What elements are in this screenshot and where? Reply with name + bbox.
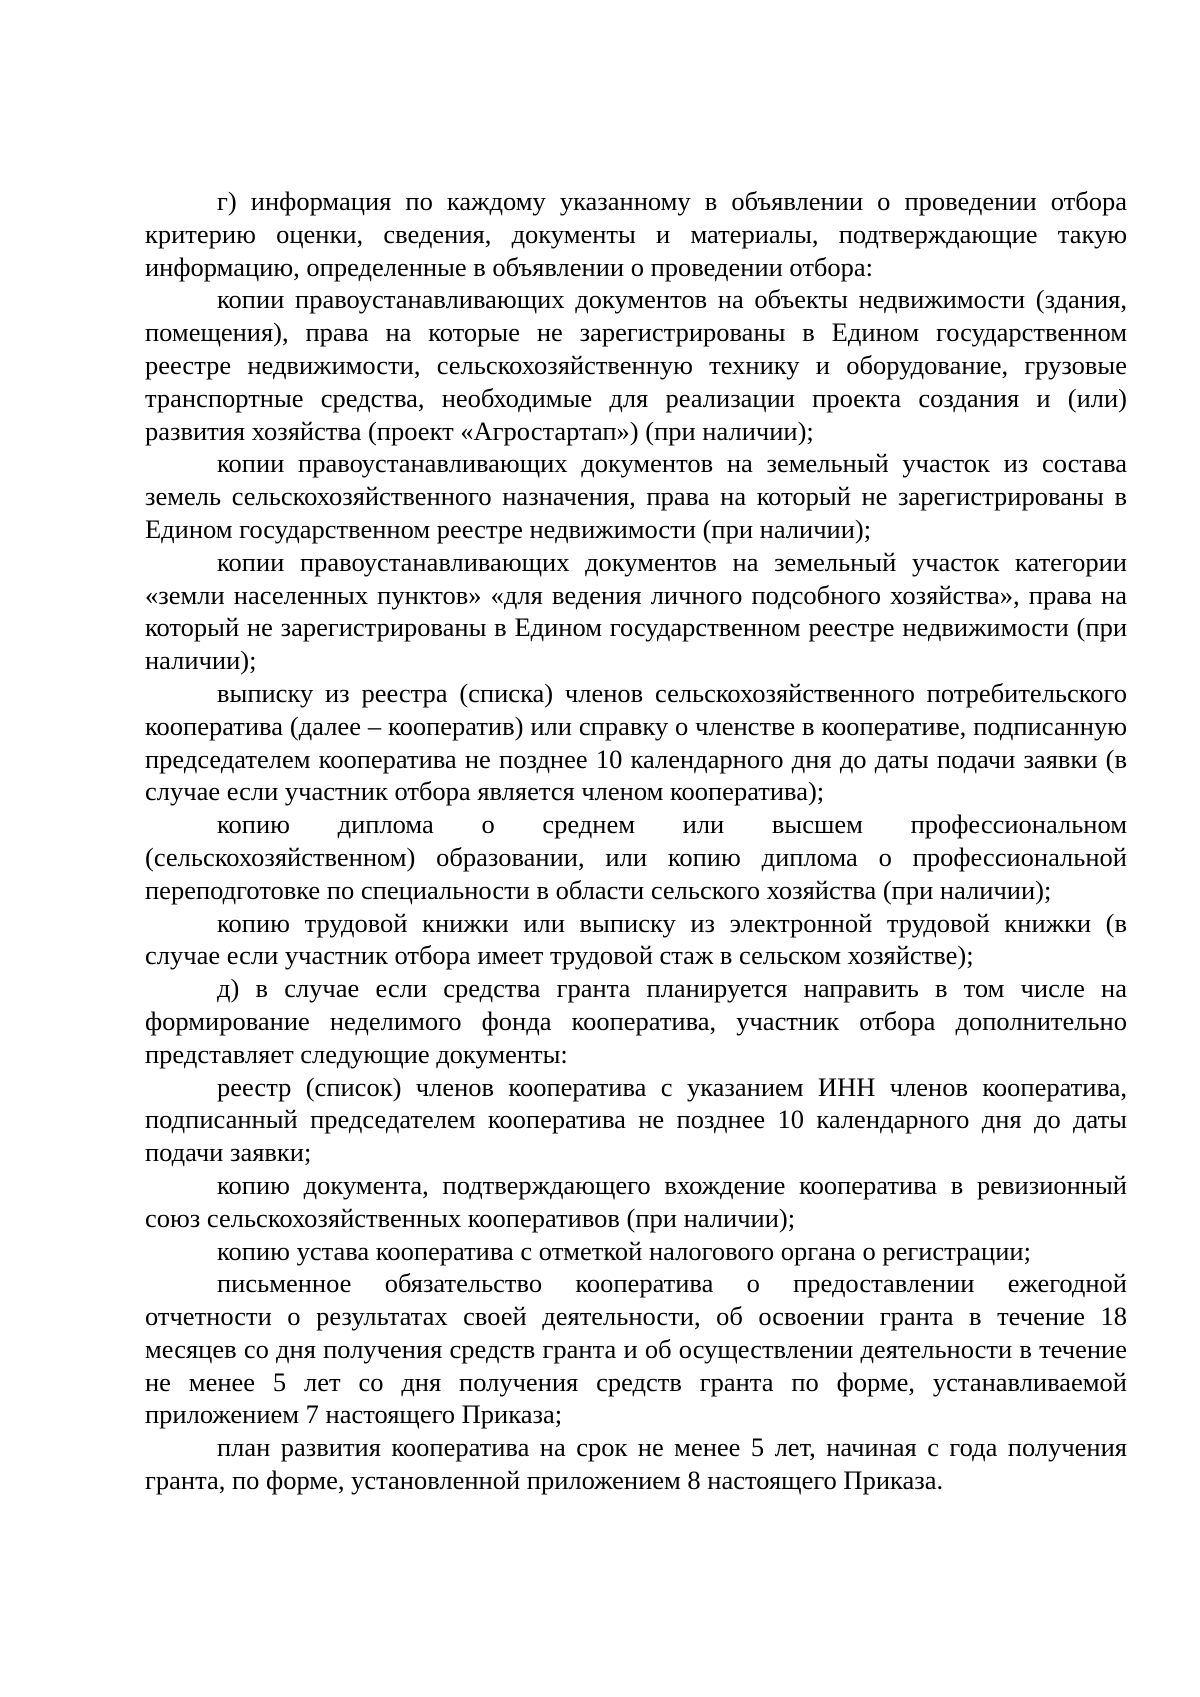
- paragraph-property-documents: копии правоустанавливающих документов на объекты недвижимости (здания, помещения), права на которые не зарегистрированы в Едином государственном реестре недвижимости, сельскохозяйственную технику и оборудование, грузовые транспортные средства, необходимые для реализации проекта создания и (или) развития хозяйства (проект «Агростартап») (при наличии);: [145, 284, 1127, 446]
- paragraph-agricultural-land: копии правоустанавливающих документов на земельный участок из состава земель сельскохозяйственного назначения, права на который не зарегистрированы в Едином государственном реестре недвижимости (при наличии);: [145, 448, 1127, 544]
- document-body: [145, 185, 1127, 1497]
- paragraph-cooperative-membership: выписку из реестра (списка) членов сельскохозяйственного потребительского кооператива (далее – кооператив) или справку о членстве в кооперативе, подписанную председателем кооператива не позднее 10 календарного дня до даты подачи заявки (в случае если участник отбора является членом кооператива);: [145, 677, 1127, 807]
- paragraph-audit-union: копию документа, подтверждающего вхождение кооператива в ревизионный союз сельскохозяйственных кооперативов (при наличии);: [145, 1169, 1127, 1233]
- paragraph-work-record: копию трудовой книжки или выписку из электронной трудовой книжки (в случае если участник отбора имеет трудовой стаж в сельском хозяйстве);: [145, 907, 1127, 971]
- paragraph-member-registry: реестр (список) членов кооператива с указанием ИНН членов кооператива, подписанный председателем кооператива не позднее 10 календарного дня до даты подачи заявки;: [145, 1071, 1127, 1168]
- paragraph-settlement-land: копии правоустанавливающих документов на земельный участок категории «земли населенных пунктов» «для ведения личного подсобного хозяйства», права на который не зарегистрированы в Едином государственном реестре недвижимости (при наличии);: [145, 546, 1127, 676]
- paragraph-development-plan: план развития кооператива на срок не менее 5 лет, начиная с года получения гранта, по форме, установленной приложением 8 настоящего Приказа.: [145, 1432, 1127, 1496]
- paragraph-indivisible-fund: д) в случае если средства гранта планируется направить в том числе на формирование неделимого фонда кооператива, участник отбора дополнительно представляет следующие документы:: [145, 973, 1127, 1069]
- paragraph-criteria-info: г) информация по каждому указанному в объявлении о проведении отбора критерию оценки, сведения, документы и материалы, подтверждающие такую информацию, определенные в объявлении о проведении отбора:: [145, 186, 1127, 282]
- paragraph-diploma: копию диплома о среднем или высшем профессиональном (сельскохозяйственном) образовании, или копию диплома о профессиональной переподготовке по специальности в области сельского хозяйства (при наличии);: [145, 809, 1127, 905]
- paragraph-written-obligation: письменное обязательство кооператива о предоставлении ежегодной отчетности о результатах своей деятельности, об освоении гранта в течение 18 месяцев со дня получения средств гранта и об осуществлении деятельности в течение не менее 5 лет со дня получения средств гранта по форме, устанавливаемой приложением 7 настоящего Приказа;: [145, 1268, 1127, 1430]
- paragraph-charter-copy: копию устава кооператива с отметкой налогового органа о регистрации;: [217, 1235, 1031, 1266]
